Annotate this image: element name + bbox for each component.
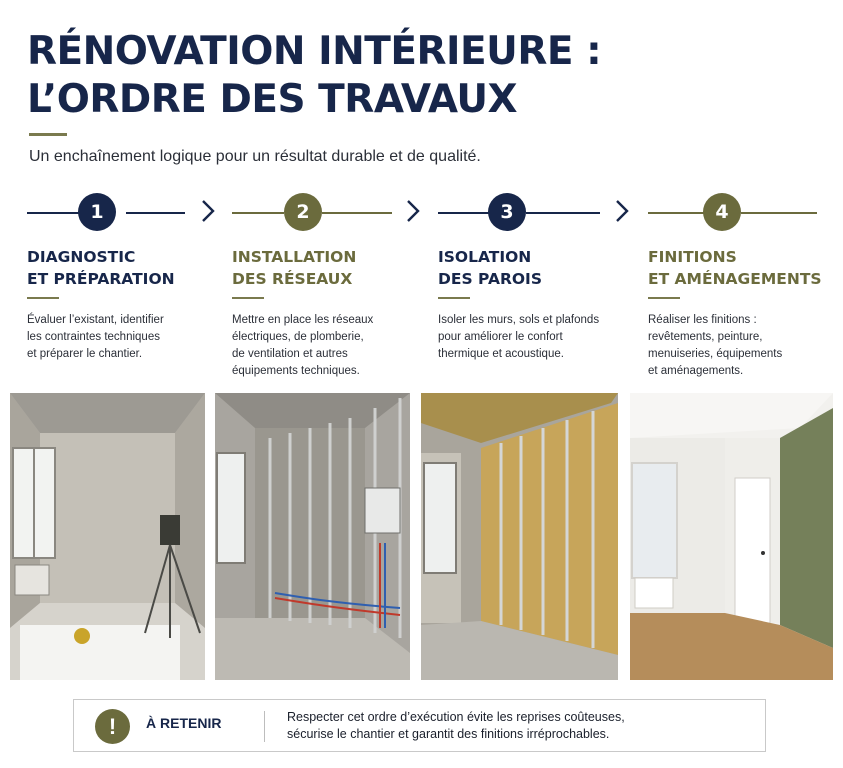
photo-insulation [421, 393, 618, 680]
key-takeaway-text: Respecter cet ordre d’exécution évite les reprises coûteuses, sécurise le chantier et garantit des finitions irréprochables. [287, 710, 625, 741]
chevron-right-icon [201, 198, 215, 224]
step-3-divider [438, 297, 470, 299]
step-2-title: INSTALLATION DES RÉSEAUX [232, 248, 357, 288]
page-title-line-1: RÉNOVATION INTÉRIEURE : [27, 29, 602, 74]
step-4-divider [648, 297, 680, 299]
key-takeaway-box [73, 699, 766, 752]
step-2-description: Mettre en place les réseaux électriques, de plomberie, de ventilation et autres équipements techniques. [232, 314, 374, 377]
photo-diagnostic [10, 393, 205, 680]
chevron-right-icon [406, 198, 420, 224]
step-3-number: 3 [488, 193, 526, 231]
step-1-divider [27, 297, 59, 299]
photo-networks [215, 393, 410, 680]
page-title [27, 28, 601, 124]
page-title-line-2: L’ORDRE DES TRAVAUX [27, 77, 518, 122]
step-4-line-right [741, 212, 817, 214]
step-1-number: 1 [78, 193, 116, 231]
title-divider [29, 133, 67, 136]
step-3-line-right [526, 212, 600, 214]
step-2-line-right [322, 212, 392, 214]
step-3-description: Isoler les murs, sols et plafonds pour améliorer le confort thermique et acoustique. [438, 314, 600, 360]
step-2-number: 2 [284, 193, 322, 231]
exclamation-icon: ! [95, 709, 130, 744]
page-subtitle: Un enchaînement logique pour un résultat durable et de qualité. [29, 148, 481, 165]
step-1-line-right [126, 212, 185, 214]
chevron-right-icon [615, 198, 629, 224]
step-2-divider [232, 297, 264, 299]
step-1-title: DIAGNOSTIC ET PRÉPARATION [27, 248, 175, 288]
step-3-line-left [438, 212, 490, 214]
callout-divider [264, 711, 265, 742]
step-3-title: ISOLATION DES PAROIS [438, 248, 542, 288]
step-4-title: FINITIONS ET AMÉNAGEMENTS [648, 248, 822, 288]
key-takeaway-label: À RETENIR [146, 715, 222, 731]
step-2-line-left [232, 212, 284, 214]
step-4-description: Réaliser les finitions : revêtements, peinture, menuiseries, équipements et aménagements. [648, 314, 783, 377]
step-4-line-left [648, 212, 704, 214]
photo-finishes [630, 393, 833, 680]
step-4-number: 4 [703, 193, 741, 231]
step-1-description: Évaluer l’existant, identifier les contraintes techniques et préparer le chantier. [27, 314, 164, 360]
